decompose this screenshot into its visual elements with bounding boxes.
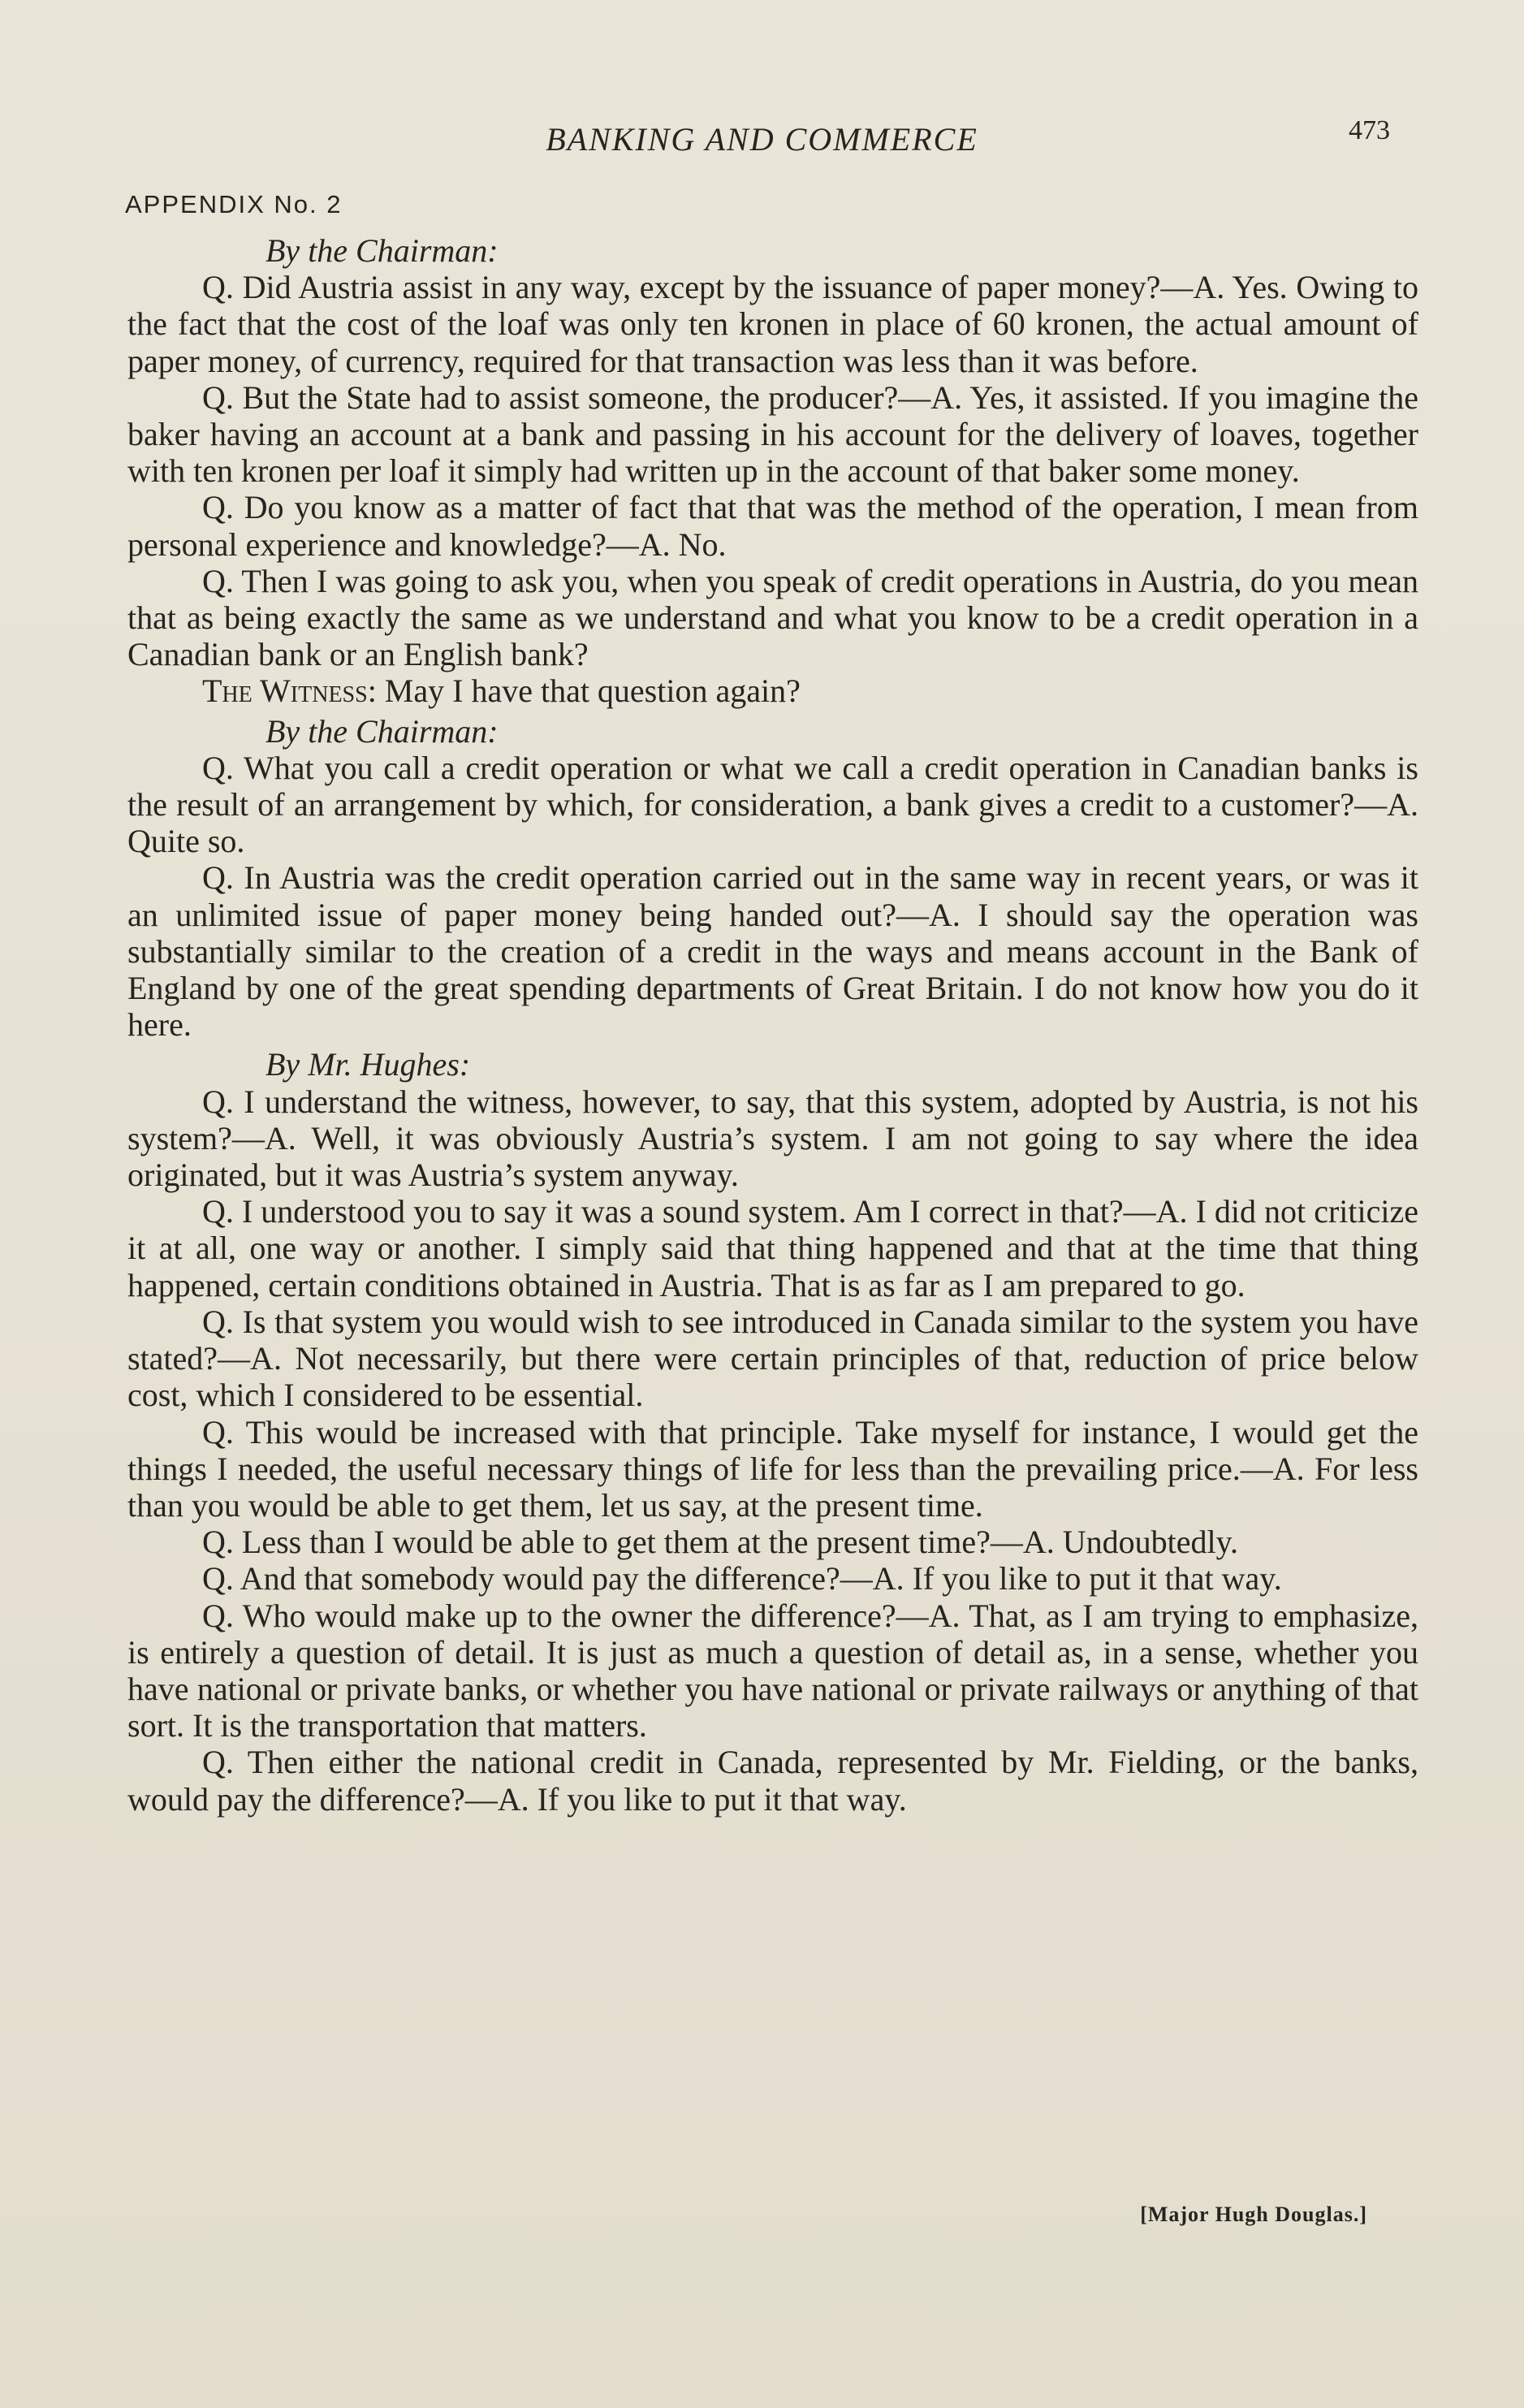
question-paragraph: Q. In Austria was the credit operation carried out in the same way in recent years, or was it an unlimited issue of paper money being handed out?—A. I should say the operation was substantially similar to the creation of a credit in the ways and means account in the Bank of England by one of the great spending departments of Great Britain. I do not know how you do it here. <box>127 859 1418 1044</box>
question-paragraph: Q. What you call a credit operation or what we call a credit operation in Canadian banks is the result of an arrangement by which, for consideration, a bank gives a credit to a customer?—A. Quite so. <box>127 749 1418 860</box>
witness-speaker: The Witness <box>202 672 368 710</box>
examiner-heading: By the Chairman: <box>266 232 499 269</box>
running-title: BANKING AND COMMERCE <box>546 121 978 158</box>
question-paragraph: Q. Then either the national credit in Canada, represented by Mr. Fielding, or the banks, would pay the difference?—A. If you like to put it that way. <box>127 1744 1418 1818</box>
question-paragraph: Q. I understand the witness, however, to say, that this system, adopted by Austria, is not his system?—A. Well, it was obviously Austria’s system. I am not going to say where the idea originated, but it was Austria’s system anyway. <box>127 1083 1418 1194</box>
question-paragraph: Q. Less than I would be able to get them at the present time?—A. Undoubtedly. <box>202 1524 1238 1561</box>
question-paragraph: Q. I understood you to say it was a sound system. Am I correct in that?—A. I did not criticize it at all, one way or another. I simply said that thing happened and that at the time that thing happened, certain conditions obtained in Austria. That is as far as I am prepared to go. <box>127 1193 1418 1303</box>
speaker-signature: [Major Hugh Douglas.] <box>1140 2203 1367 2226</box>
transcript-body <box>127 229 1418 1818</box>
question-paragraph: Q. Who would make up to the owner the difference?—A. That, as I am trying to emphasize, is entirely a question of detail. It is just as much a question of detail as, in a sense, whether you have national or private banks, or whether you have national or private railways or anything of that sort. It is the transportation that matters. <box>127 1597 1418 1744</box>
examiner-heading: By the Chairman: <box>266 712 499 750</box>
question-paragraph: Q. But the State had to assist someone, the producer?—A. Yes, it assisted. If you imagine the baker having an account at a bank and passing in his account for the delivery of loaves, together with ten kronen per loaf it simply had written up in the account of that baker some money. <box>127 378 1418 490</box>
question-paragraph: Q. And that somebody would pay the difference?—A. If you like to put it that way. <box>202 1560 1282 1597</box>
witness-text: : May I have that question again? <box>367 672 801 710</box>
examiner-heading: By Mr. Hughes: <box>266 1046 471 1083</box>
question-paragraph: Q. Did Austria assist in any way, except by the issuance of paper money?—A. Yes. Owing to the fact that the cost of the loaf was only ten kronen in place of 60 kronen, the actual amount of paper money, of currency, required for that transaction was less than it was before. <box>127 269 1418 379</box>
question-paragraph: Q. This would be increased with that principle. Take myself for instance, I would get the things I needed, the useful necessary things of life for less than the prevailing price.—A. For less than you would be able to get them, let us say, at the present time. <box>127 1413 1418 1524</box>
witness-statement <box>127 672 1418 709</box>
question-paragraph: Q. Is that system you would wish to see introduced in Canada similar to the system you have stated?—A. Not necessarily, but there were certain principles of that, reduction of price below cost, which I considered to be essential. <box>127 1303 1418 1414</box>
page-number: 473 <box>1349 115 1390 145</box>
appendix-label: APPENDIX No. 2 <box>125 190 343 218</box>
question-paragraph: Q. Do you know as a matter of fact that that was the method of the operation, I mean from personal experience and knowledge?—A. No. <box>127 489 1418 563</box>
question-paragraph: Q. Then I was going to ask you, when you speak of credit operations in Austria, do you mean that as being exactly the same as we understand and what you know to be a credit operation in a Canadian bank or an English bank? <box>127 562 1418 673</box>
